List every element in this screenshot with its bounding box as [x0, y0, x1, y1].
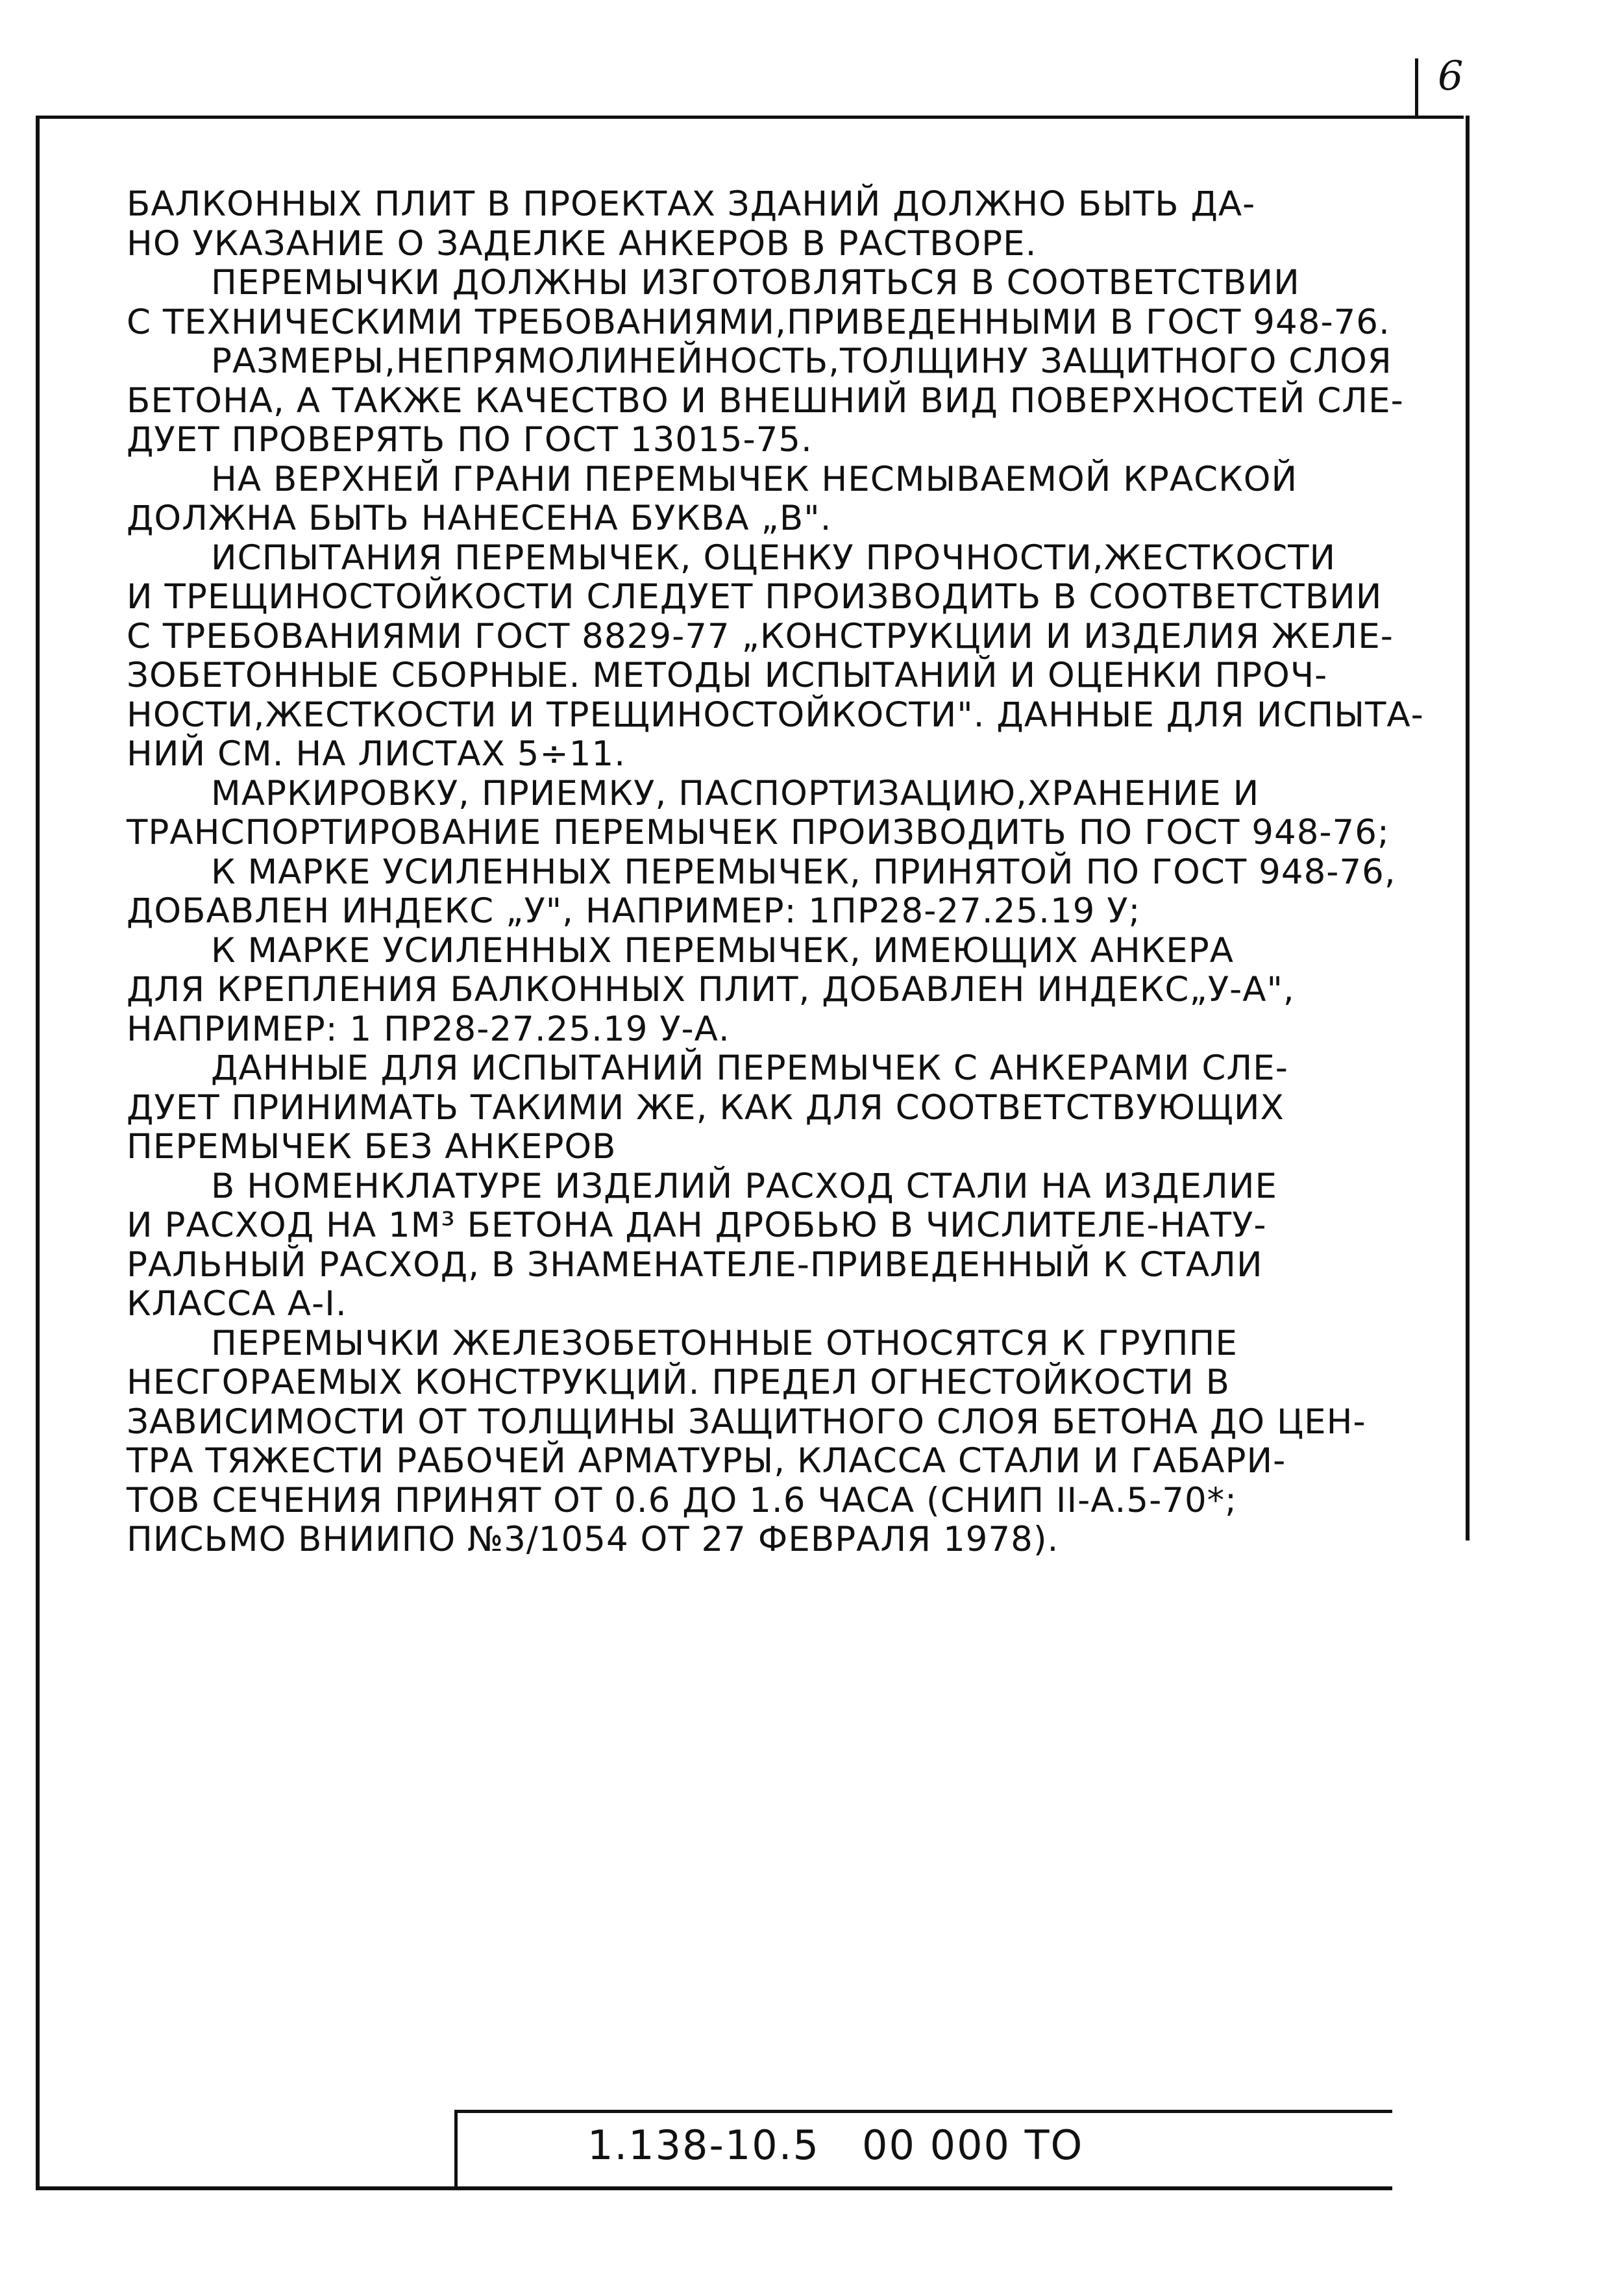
text-line: В НОМЕНКЛАТУРЕ ИЗДЕЛИЙ РАСХОД СТАЛИ НА ИЗДЕЛИЕ [211, 1166, 1278, 1206]
text-line: И ТРЕЩИНОСТОЙКОСТИ СЛЕДУЕТ ПРОИЗВОДИТЬ В СООТВЕТСТВИИ [127, 577, 1383, 617]
frame-left-line [36, 116, 40, 2190]
text-line: РАЛЬНЫЙ РАСХОД, В ЗНАМЕНАТЕЛЕ-ПРИВЕДЕННЫЙ К СТАЛИ [127, 1244, 1263, 1285]
text-line: НИЙ СМ. НА ЛИСТАХ 5÷11. [127, 734, 626, 774]
text-line: ПЕРЕМЫЧКИ ДОЛЖНЫ ИЗГОТОВЛЯТЬСЯ В СООТВЕТСТВИИ [211, 263, 1300, 303]
text-line: ТРА ТЯЖЕСТИ РАБОЧЕЙ АРМАТУРЫ, КЛАССА СТАЛИ И ГАБАРИ- [127, 1441, 1286, 1481]
text-line: БЕТОНА, А ТАКЖЕ КАЧЕСТВО И ВНЕШНИЙ ВИД ПОВЕРХНОСТЕЙ СЛЕ- [127, 380, 1404, 421]
text-line: ДОЛЖНА БЫТЬ НАНЕСЕНА БУКВА „В". [127, 499, 832, 538]
text-line: МАРКИРОВКУ, ПРИЕМКУ, ПАСПОРТИЗАЦИЮ,ХРАНЕНИЕ И [211, 773, 1260, 813]
text-line: С ТЕХНИЧЕСКИМИ ТРЕБОВАНИЯМИ,ПРИВЕДЕННЫМИ В ГОСТ 948-76. [127, 302, 1390, 342]
text-line: НАПРИМЕР: 1 ПР28-27.25.19 У-А. [127, 1009, 730, 1049]
sheet-number-divider [1415, 58, 1418, 117]
text-line: ЗОБЕТОННЫЕ СБОРНЫЕ. МЕТОДЫ ИСПЫТАНИЙ И ОЦЕНКИ ПРОЧ- [127, 656, 1328, 695]
text-line: ПИСЬМО ВНИИПО №3/1054 ОТ 27 ФЕВРАЛЯ 1978). [127, 1520, 1059, 1559]
text-line: ТОВ СЕЧЕНИЯ ПРИНЯТ ОТ 0.6 ДО 1.6 ЧАСА (СНИП II-А.5-70*; [127, 1480, 1238, 1520]
text-line: НА ВЕРХНЕЙ ГРАНИ ПЕРЕМЫЧЕК НЕСМЫВАЕМОЙ КРАСКОЙ [211, 459, 1298, 499]
sheet-number: 6 [1438, 52, 1464, 99]
text-line: К МАРКЕ УСИЛЕННЫХ ПЕРЕМЫЧЕК, ИМЕЮЩИХ АНКЕРА [211, 930, 1235, 970]
text-line: ИСПЫТАНИЯ ПЕРЕМЫЧЕК, ОЦЕНКУ ПРОЧНОСТИ,ЖЕСТКОСТИ [211, 538, 1336, 578]
text-line: НЕСГОРАЕМЫХ КОНСТРУКЦИЙ. ПРЕДЕЛ ОГНЕСТОЙКОСТИ В [127, 1363, 1230, 1402]
frame-bottom-line [36, 2186, 1392, 2190]
body-text [127, 184, 1424, 1560]
text-line: ДАННЫЕ ДЛЯ ИСПЫТАНИЙ ПЕРЕМЫЧЕК С АНКЕРАМИ СЛЕ- [211, 1048, 1288, 1088]
document-code: 1.138-10.5 00 000 ТО [587, 2121, 1084, 2169]
text-line: НОСТИ,ЖЕСТКОСТИ И ТРЕЩИНОСТОЙКОСТИ". ДАННЫЕ ДЛЯ ИСПЫТА- [127, 695, 1424, 735]
text-line: И РАСХОД НА 1М³ БЕТОНА ДАН ДРОБЬЮ В ЧИСЛИТЕЛЕ-НАТУ- [127, 1205, 1267, 1245]
title-block-top-line [454, 2110, 1392, 2113]
text-line: С ТРЕБОВАНИЯМИ ГОСТ 8829-77 „КОНСТРУКЦИИ И ИЗДЕЛИЯ ЖЕЛЕ- [127, 616, 1394, 656]
text-line: БАЛКОННЫХ ПЛИТ В ПРОЕКТАХ ЗДАНИЙ ДОЛЖНО БЫТЬ ДА- [127, 184, 1256, 224]
text-line: ДУЕТ ПРИНИМАТЬ ТАКИМИ ЖЕ, КАК ДЛЯ СООТВЕТСТВУЮЩИХ [127, 1087, 1285, 1128]
text-line: ПЕРЕМЫЧКИ ЖЕЛЕЗОБЕТОННЫЕ ОТНОСЯТСЯ К ГРУППЕ [211, 1323, 1238, 1363]
frame-top-line [36, 116, 1464, 119]
text-line: ДЛЯ КРЕПЛЕНИЯ БАЛКОННЫХ ПЛИТ, ДОБАВЛЕН ИНДЕКС„У-А", [127, 970, 1295, 1009]
text-line: НО УКАЗАНИЕ О ЗАДЕЛКЕ АНКЕРОВ В РАСТВОРЕ. [127, 223, 1037, 264]
text-line: КЛАССА А-I. [127, 1284, 347, 1324]
text-line: ЗАВИСИМОСТИ ОТ ТОЛЩИНЫ ЗАЩИТНОГО СЛОЯ БЕТОНА ДО ЦЕН- [127, 1402, 1366, 1442]
text-line: ТРАНСПОРТИРОВАНИЕ ПЕРЕМЫЧЕК ПРОИЗВОДИТЬ ПО ГОСТ 948-76; [127, 813, 1390, 852]
text-line: ДУЕТ ПРОВЕРЯТЬ ПО ГОСТ 13015-75. [127, 420, 813, 460]
text-line: ПЕРЕМЫЧЕК БЕЗ АНКЕРОВ [127, 1127, 617, 1167]
text-line: РАЗМЕРЫ,НЕПРЯМОЛИНЕЙНОСТЬ,ТОЛЩИНУ ЗАЩИТНОГО СЛОЯ [211, 341, 1392, 381]
text-line: К МАРКЕ УСИЛЕННЫХ ПЕРЕМЫЧЕК, ПРИНЯТОЙ ПО ГОСТ 948-76, [211, 852, 1396, 892]
frame-right-line [1466, 116, 1470, 1540]
text-line: ДОБАВЛЕН ИНДЕКС „У", НАПРИМЕР: 1ПР28-27.25.19 У; [127, 891, 1141, 931]
title-block-left-line [454, 2110, 458, 2188]
